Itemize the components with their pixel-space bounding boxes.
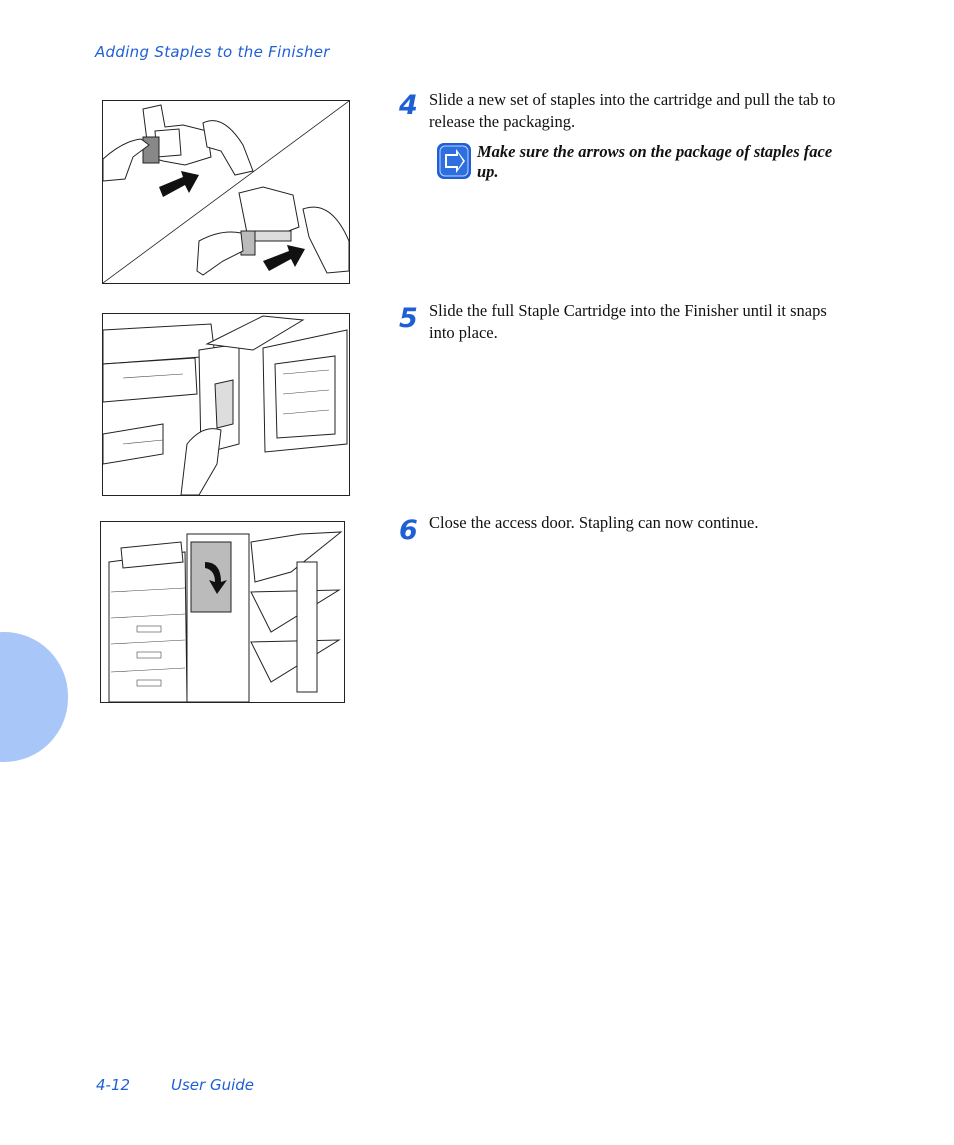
figure-insert-cartridge	[102, 313, 350, 496]
figure-insert-staples	[102, 100, 350, 284]
figure-close-door	[100, 521, 345, 703]
step-6-number: 6	[399, 515, 418, 546]
step-5-number: 5	[399, 303, 418, 334]
page-header-title: Adding Staples to the Finisher	[95, 43, 330, 61]
chapter-side-tab	[0, 632, 68, 762]
footer-guide-title: User Guide	[171, 1076, 255, 1094]
finisher-closed-illustration	[101, 522, 344, 702]
note-text: Make sure the arrows on the package of staples face up.	[477, 142, 833, 181]
note-arrow-icon	[436, 142, 472, 180]
staple-refill-illustration	[103, 101, 349, 283]
step-4-text: Slide a new set of staples into the cartridge and pull the tab to release the packaging.	[429, 90, 836, 131]
step-5-text: Slide the full Staple Cartridge into the Finisher until it snaps into place.	[429, 301, 827, 342]
step-6-text: Close the access door. Stapling can now continue.	[429, 513, 759, 532]
finisher-open-illustration	[103, 314, 349, 495]
step-4-number: 4	[399, 90, 418, 121]
footer-page-number: 4-12	[96, 1076, 131, 1094]
